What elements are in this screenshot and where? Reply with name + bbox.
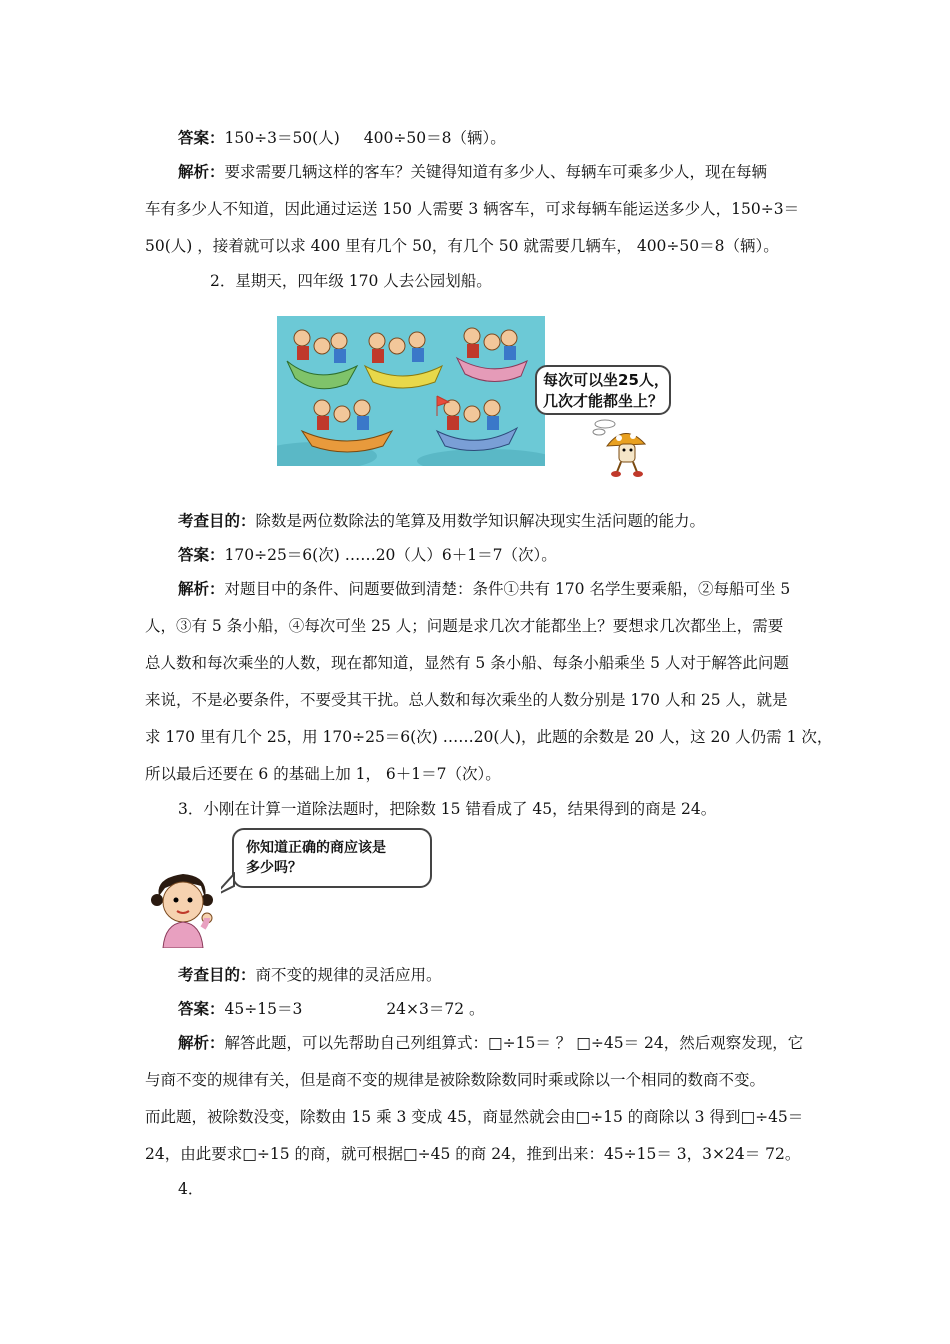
girl-character-illustration [145,866,221,948]
analysis-text: 要求需要几辆这样的客车？关键得知道有多少人、每辆车可乘多少人，现在每辆 [224,163,768,181]
analysis-label: 解析： [178,579,225,598]
question-speech-bubble [535,365,671,415]
purpose-label: 考查目的： [178,511,256,530]
q1-analysis-line [178,162,848,182]
q3-purpose [178,965,848,985]
answer-label: 答案： [178,128,225,147]
analysis-text: 解答此题，可以先帮助自己列组算式：□÷15＝ ？ □÷45＝ 24，然后观察发现，它 [224,1034,804,1052]
q3-question: 3．小刚在计算一道除法题时，把除数 15 错看成了 45，结果得到的商是 24。 [178,800,717,818]
analysis-text: 对题目中的条件、问题要做到清楚：条件①共有 170 名学生要乘船，②每船可坐 5 [224,580,791,598]
q3-analysis-line: 而此题，被除数没变，除数由 15 乘 3 变成 45，商显然就会由□÷15 的商除以 3 得到□÷45＝ [145,1108,804,1126]
analysis-label: 解析： [178,162,225,181]
q1-analysis-line: 车有多少人不知道，因此通过运送 150 人需要 3 辆客车，可求每辆车能运送多少人，150÷3＝ [145,200,800,218]
answer-text: 170÷25＝6(次) ……20（人）6＋1＝7（次）。 [224,546,557,564]
bubble-line: 每次可以坐25人， [543,371,669,389]
boating-children-illustration [277,316,545,466]
answer-part1: 45÷15＝3 [224,1000,303,1018]
answer-part1: 150÷3＝50(人) [224,129,340,147]
analysis-label: 解析： [178,1033,225,1052]
purpose-label: 考查目的： [178,965,256,984]
q2-purpose [178,511,848,531]
purpose-text: 商不变的规律的灵活应用。 [255,966,442,984]
q2-analysis-line: 求 170 里有几个 25，用 170÷25＝6(次) ……20(人)，此题的余数是 20 人，这 20 人仍需 1 次， [145,728,833,746]
q2-answer [178,545,848,565]
q1-answer [178,128,848,148]
q3-answer [178,999,848,1019]
q3-analysis-line: 与商不变的规律有关，但是商不变的规律是被除数除数同时乘或除以一个相同的数商不变。 [145,1071,766,1089]
answer-label: 答案： [178,545,225,564]
answer-label: 答案： [178,999,225,1018]
q1-analysis-line: 50(人) ，接着就可以求 400 里有几个 50，有几个 50 就需要几辆车， 400÷50＝8（辆）。 [145,237,779,255]
q2-question: 2．星期天，四年级 170 人去公园划船。 [210,272,492,290]
answer-part2: 24×3＝72 。 [386,1000,485,1018]
q2-analysis-line: 人，③有 5 条小船，④每次可坐 25 人；问题是求几次才能都坐上？要想求几次都坐上，需要 [145,617,784,635]
answer-part2: 400÷50＝8（辆）。 [363,129,506,147]
bubble-line: 几次才能都坐上？ [543,392,664,410]
q2-analysis-line: 总人数和每次乘坐的人数，现在都知道，显然有 5 条小船、每条小船乘坐 5 人对于解答此问题 [145,654,789,672]
q2-analysis-line: 所以最后还要在 6 的基础上加 1， 6＋1＝7（次）。 [145,765,501,783]
bubble-line: 多少吗？ [246,860,302,876]
q4-number: 4． [178,1180,204,1198]
question-speech-bubble [232,828,432,888]
q3-analysis-line: 24，由此要求□÷15 的商，就可根据□÷45 的商 24，推到出来：45÷15＝ 3，3×24＝ 72。 [145,1145,801,1163]
bubble-line: 你知道正确的商应该是 [246,840,386,856]
q3-analysis-line [178,1033,848,1053]
mushroom-character-illustration [585,414,655,480]
q2-analysis-line [178,579,848,599]
purpose-text: 除数是两位数除法的笔算及用数学知识解决现实生活问题的能力。 [255,512,706,530]
q2-analysis-line: 来说，不是必要条件，不要受其干扰。总人数和每次乘坐的人数分别是 170 人和 25 人，就是 [145,691,788,709]
